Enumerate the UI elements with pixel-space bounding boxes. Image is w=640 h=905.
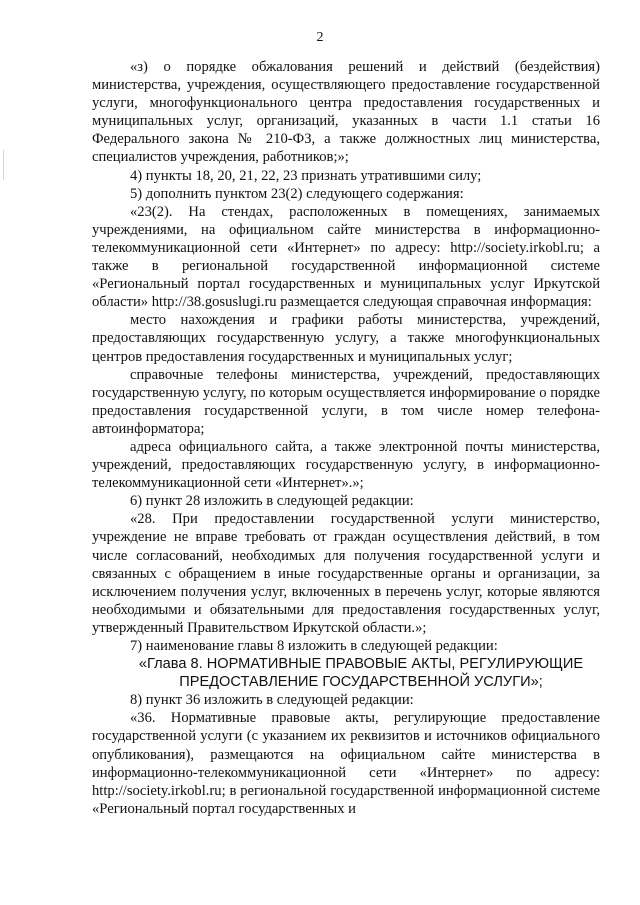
paragraph-clause-36: «36. Нормативные правовые акты, регулирующие предоставление государственной услуги (с указанием их реквизитов и источников официального опубликования), размещаются на официальном сайте министерства в информационно-телекоммуникационной сети «Интернет» по адресу: http://society.irkobl.ru; в региональной государственной информационной системе «Региональный портал государственных и: [92, 710, 600, 817]
chapter-8-heading: «Глава 8. НОРМАТИВНЫЕ ПРАВОВЫЕ АКТЫ, РЕГУЛИРУЮЩИЕ ПРЕДОСТАВЛЕНИЕ ГОСУДАРСТВЕННОЙ УСЛУГИ»;: [138, 656, 584, 691]
paragraph-location-schedules: место нахождения и графики работы министерства, учреждений, предоставляющих государственную услугу, а также многофункциональных центров предоставления государственных и муниципальных услуг;: [92, 312, 600, 365]
paragraph-reference-phones: справочные телефоны министерства, учреждений, предоставляющих государственную услугу, по которым осуществляется информирование о порядке предоставления государственной услуги, в том числе номер телефона-автоинформатора;: [92, 366, 600, 437]
document-body: [92, 58, 600, 818]
paragraph-item-7: 7) наименование главы 8 изложить в следующей редакции:: [130, 638, 498, 654]
page-number: 2: [316, 30, 324, 45]
paragraph-item-4: 4) пункты 18, 20, 21, 22, 23 признать утратившими силу;: [130, 167, 482, 184]
scan-edge-mark: [3, 150, 4, 180]
paragraph-appeal-procedure: «з) о порядке обжалования решений и действий (бездействия) министерства, учреждения, осуществляющего предоставление государственной услуги, многофункционального центра предоставления государственных и муниципальных услуг, организаций, указанных в части 1.1 статьи 16 Федерального закона № 210-ФЗ, а также должностных лиц министерства, специалистов учреждения, работников;»;: [92, 59, 600, 166]
paragraph-website-addresses: адреса официального сайта, а также электронной почты министерства, учреждений, предоставляющих государственную услугу, в информационно-телекоммуникационной сети «Интернет».»;: [92, 438, 600, 492]
paragraph-item-6: 6) пункт 28 изложить в следующей редакции:: [130, 493, 414, 510]
paragraph-item-5: 5) дополнить пунктом 23(2) следующего содержания:: [130, 185, 464, 202]
paragraph-clause-23-2: «23(2). На стендах, расположенных в помещениях, занимаемых учреждениями, на официальном сайте министерства в информационно-телекоммуникационной сети «Интернет» по адресу: http://society.irkobl.ru; а также в региональной государственной информационной системе «Региональный портал государственных и муниципальных услуг Иркутской области» http://38.gosuslugi.ru размещается следующая справочная информация:: [92, 203, 600, 311]
paragraph-item-8: 8) пункт 36 изложить в следующей редакции:: [130, 692, 414, 709]
paragraph-clause-28: «28. При предоставлении государственной услуги министерство, учреждение не вправе требовать от граждан осуществления действий, в том числе согласований, необходимых для получения государственной услуги и связанных с обращением в иные государственные органы и организации, за исключением получения услуг, включенных в перечень услуг, которые являются необходимыми и обязательными для предоставления государственных услуг, утвержденный Правительством Иркутской области.»;: [92, 511, 600, 636]
